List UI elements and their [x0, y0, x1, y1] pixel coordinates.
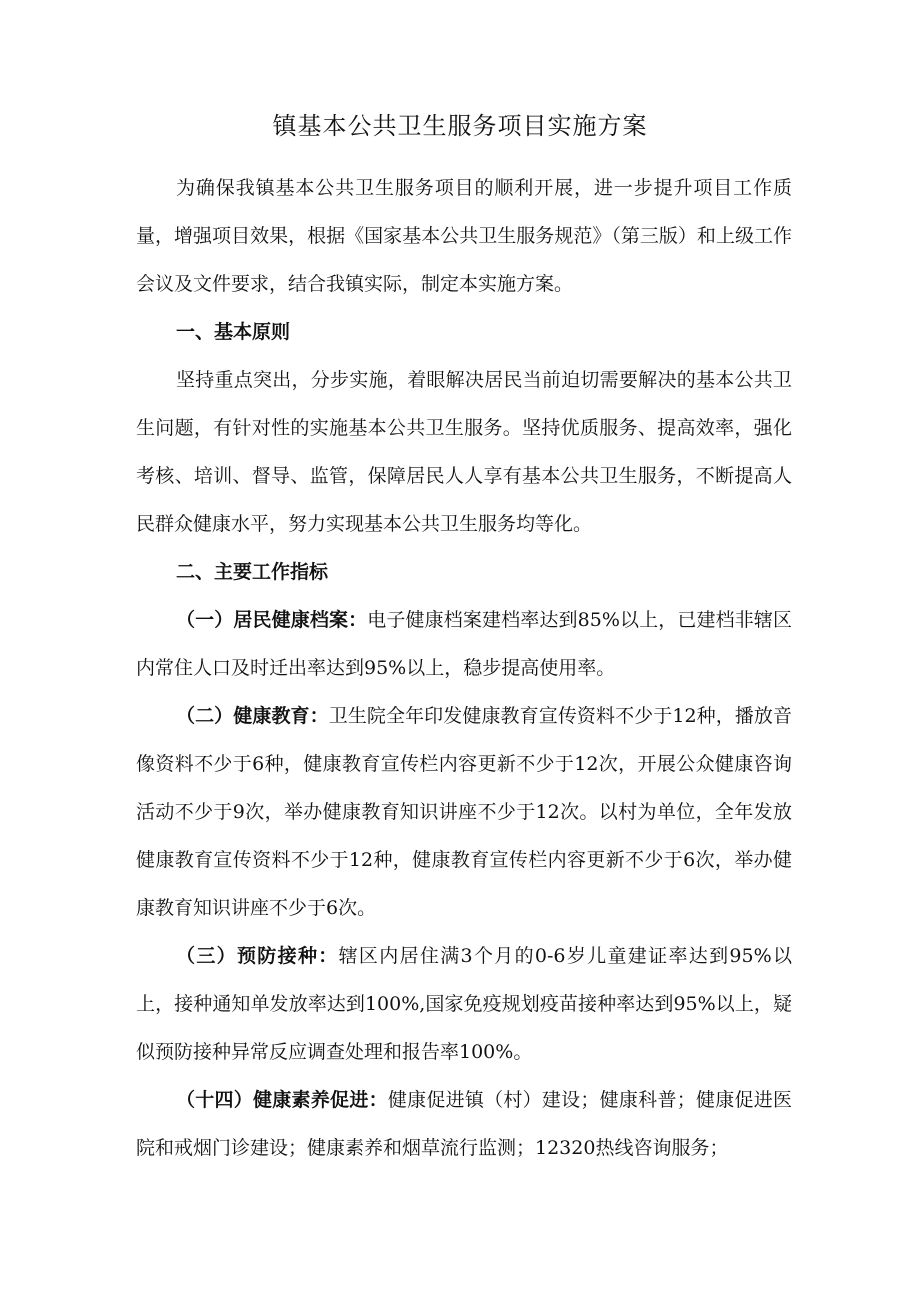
item-health-literacy — [136, 1076, 792, 1172]
item-health-education-text: 卫生院全年印发健康教育宣传资料不少于12种，播放音像资料不少于6种，健康教育宣传栏内容更新不少于12次，开展公众健康咨询活动不少于9次，举办健康教育知识讲座不少于12次。以村为单位，全年发放健康教育宣传资料不少于12种，健康教育宣传栏内容更新不少于6次，举办健康教育知识讲座不少于6次。 — [136, 705, 792, 919]
item-health-education — [136, 692, 792, 932]
item-health-education-label: （二）健康教育： — [176, 705, 329, 727]
section-2-heading: 二、主要工作指标 — [176, 561, 329, 583]
section-1-paragraph: 坚持重点突出，分步实施，着眼解决居民当前迫切需要解决的基本公共卫生问题，有针对性的实施基本公共卫生服务。坚持优质服务、提高效率，强化考核、培训、督导、监管，保障居民人人享有基本公共卫生服务，不断提高人民群众健康水平，努力实现基本公共卫生服务均等化。 — [136, 369, 792, 535]
item-health-records-text: 电子健康档案建档率达到85%以上，已建档非辖区内常住人口及时迁出率达到95%以上，稳步提高使用率。 — [136, 609, 792, 679]
document-title: 镇基本公共卫生服务项目实施方案 — [272, 112, 648, 140]
section-1-heading: 一、基本原则 — [176, 321, 291, 343]
item-vaccination — [136, 932, 792, 1076]
item-health-literacy-label: （十四）健康素养促进： — [176, 1089, 388, 1111]
item-health-records — [136, 596, 792, 692]
item-vaccination-label: （三）预防接种： — [176, 945, 339, 967]
item-vaccination-text: 辖区内居住满3个月的0-6岁儿童建证率达到95%以上，接种通知单发放率达到100%,国家免疫规划疫苗接种率达到95%以上，疑似预防接种异常反应调查处理和报告率100%。 — [136, 945, 792, 1063]
intro-paragraph: 为确保我镇基本公共卫生服务项目的顺利开展，进一步提升项目工作质量，增强项目效果，根据《国家基本公共卫生服务规范》（第三版）和上级工作会议及文件要求，结合我镇实际，制定本实施方案。 — [136, 177, 792, 295]
item-health-literacy-text: 健康促进镇（村）建设；健康科普；健康促进医院和戒烟门诊建设；健康素养和烟草流行监测；12320热线咨询服务； — [136, 1089, 792, 1159]
item-health-records-label: （一）居民健康档案： — [176, 609, 368, 631]
